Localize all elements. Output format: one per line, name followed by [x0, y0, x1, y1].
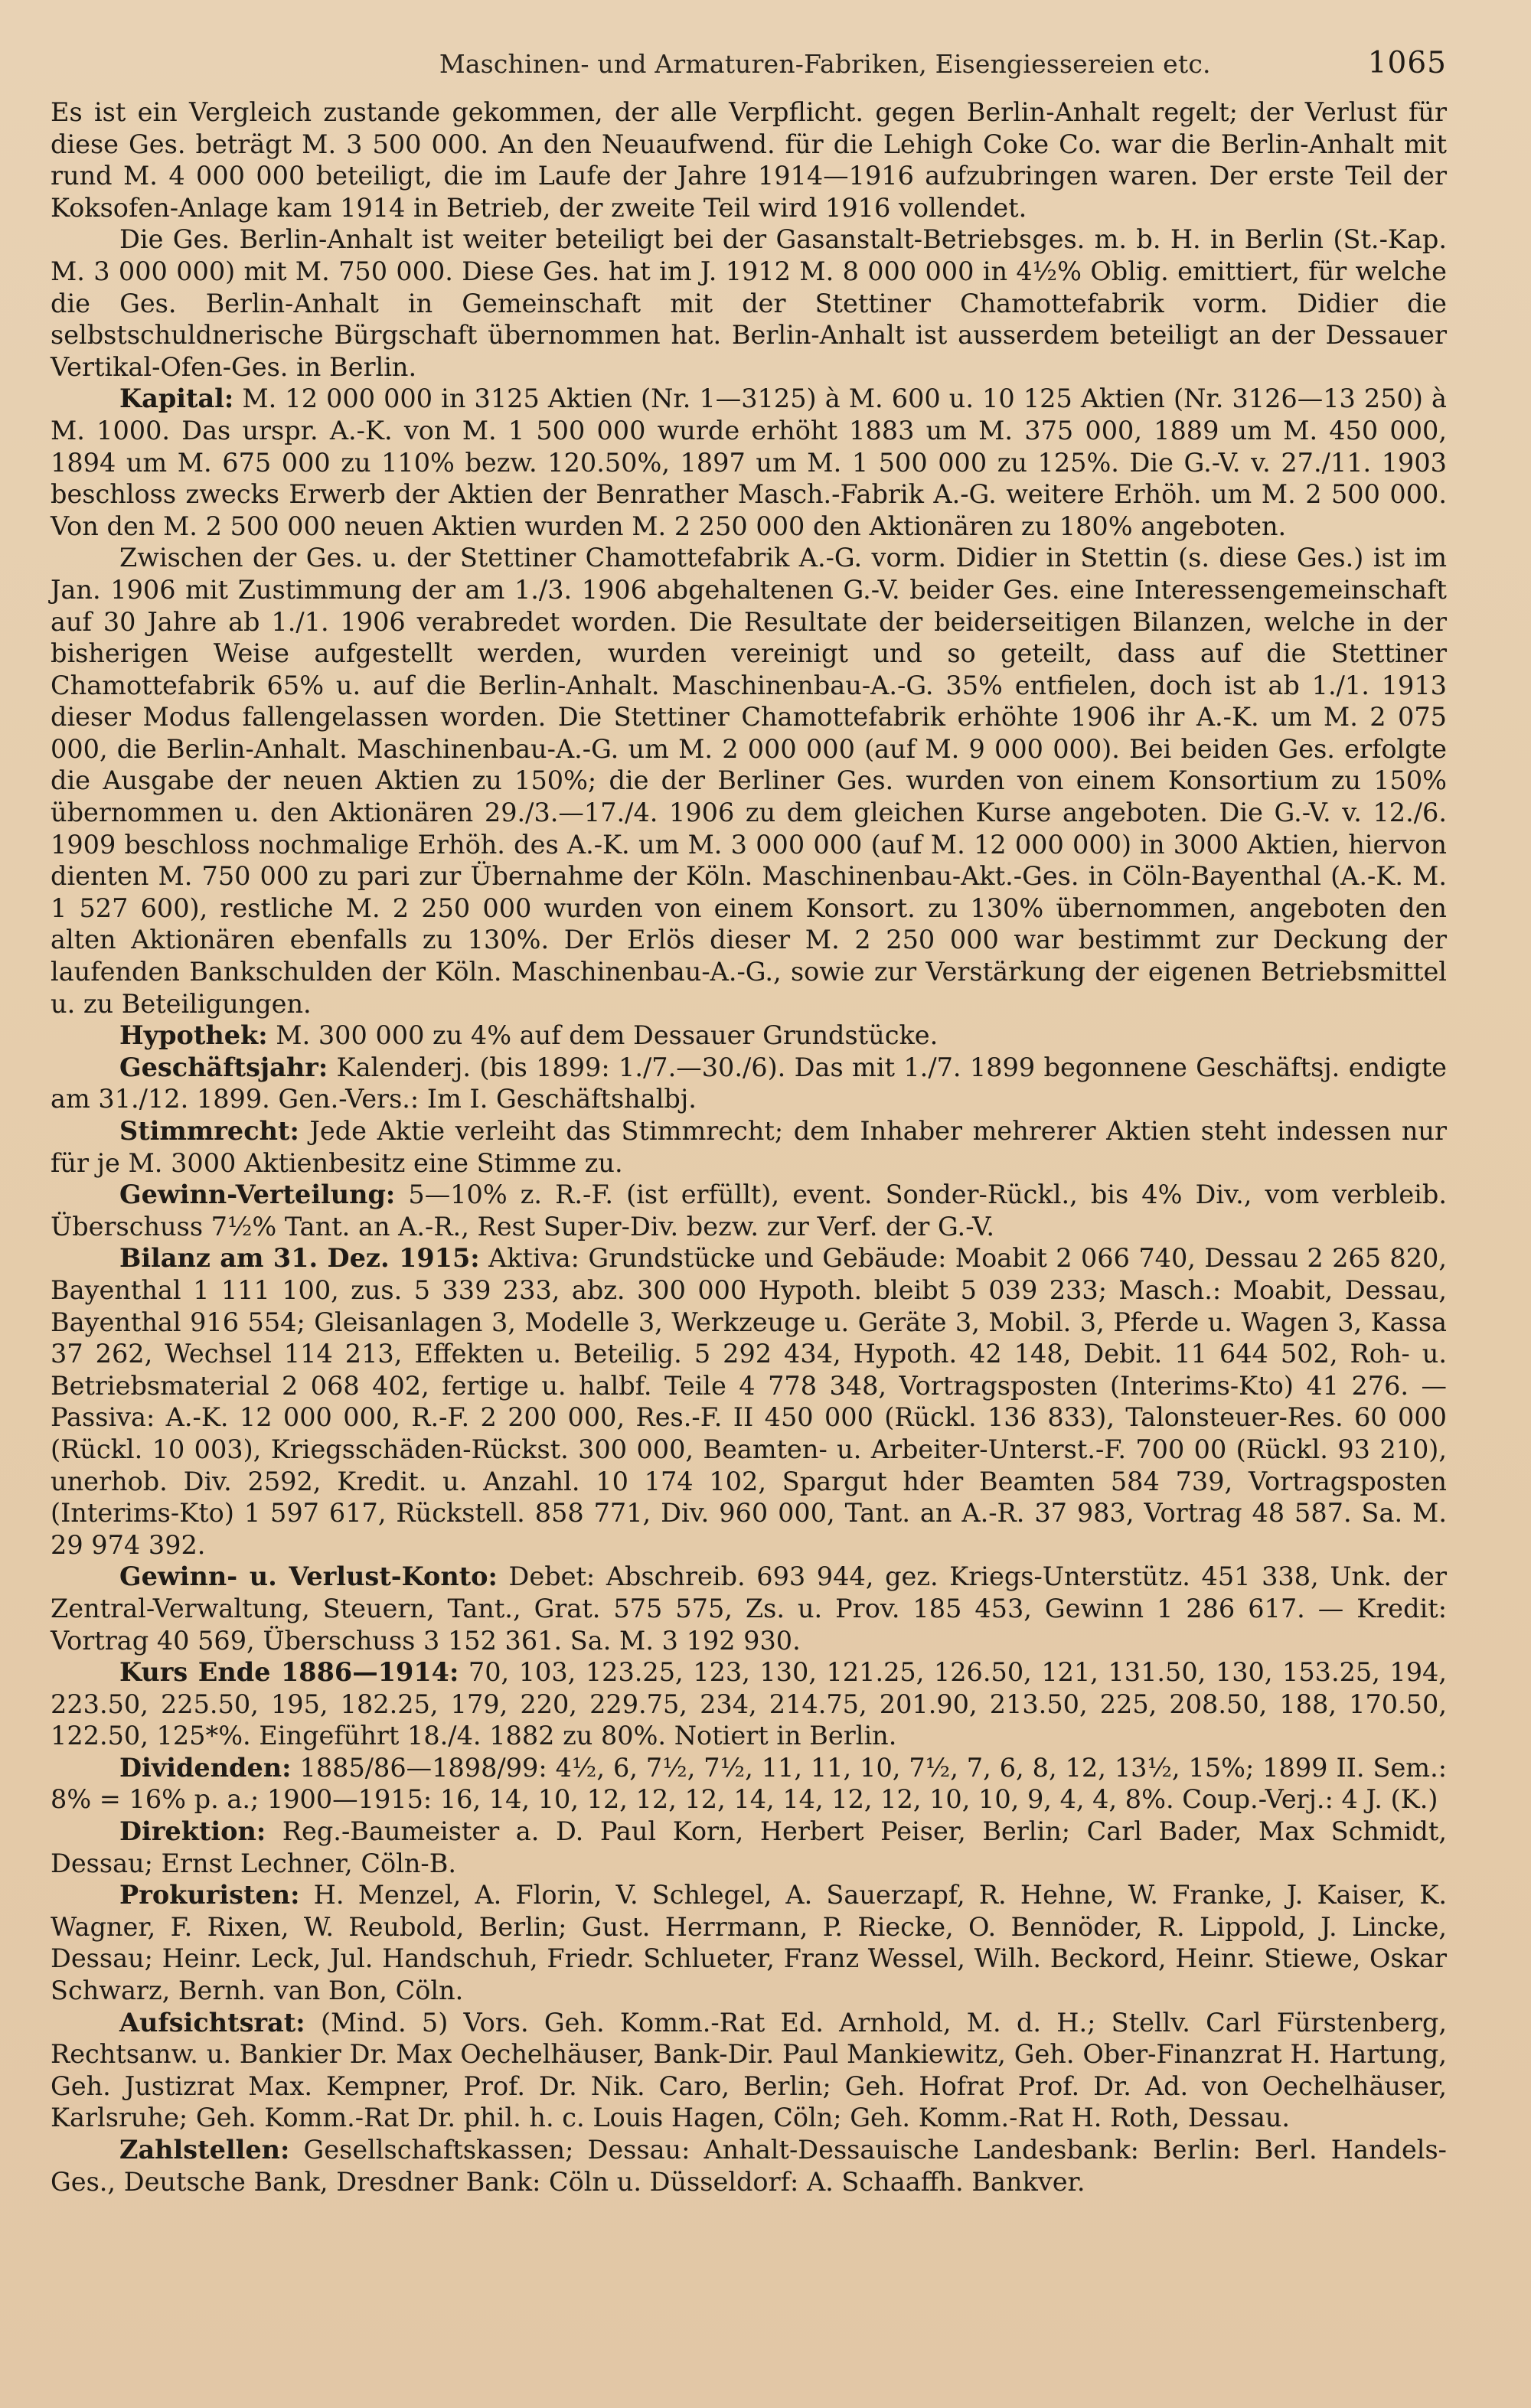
paragraph-text: H. Menzel, A. Florin, V. Schlegel, A. Sauerzapf, R. Hehne, W. Franke, J. Kaiser, K. Wagner, F. Rixen, W. Reubold, Berlin; Gust. Herrmann, P. Riecke, O. Bennöder, R. Lippold, J. Lincke, Dessau; Heinr. Leck, Jul. Handschuh, Friedr. Schlueter, Franz Wessel, Wilh. Beckord, Heinr. Stiewe, Oskar Schwarz, Bernh. van Bon, Cöln. [51, 1880, 1447, 2006]
paragraph-text: Gesellschaftskassen; Dessau: Anhalt-Dessauische Landesbank: Berlin: Berl. Handels-Ges., Deutsche Bank, Dresdner Bank: Cöln u. Düsseldorf: A. Schaaffh. Bankver. [51, 2135, 1447, 2197]
section-label: Geschäftsjahr: [119, 1052, 328, 1082]
paragraph-text: 1885/86—1898/99: 4½, 6, 7½, 7½, 11, 11, 10, 7½, 7, 6, 8, 12, 13½, 15%; 1899 II. Sem.: 8% = 16% p. a.; 1900—1915: 16, 14, 10, 12, 12, 12, 14, 14, 12, 12, 10, 10, 9, 4, 4, 8%. Coup.-Verj.: 4 J. (K.) [51, 1752, 1447, 1815]
paragraph-text: Reg.-Baumeister a. D. Paul Korn, Herbert Peiser, Berlin; Carl Bader, Max Schmidt, Dessau; Ernst Lechner, Cöln-B. [51, 1816, 1447, 1878]
paragraph-aufsichtsrat [51, 2007, 1447, 2134]
paragraph-text: Zwischen der Ges. u. der Stettiner Chamottefabrik A.-G. vorm. Didier in Stettin (s. diese Ges.) ist im Jan. 1906 mit Zustimmung der am 1./3. 1906 abgehaltenen G.-V. beider Ges. eine Interessengemeinschaft auf 30 Jahre ab 1./1. 1906 verabredet worden. Die Resultate der beiderseitigen Bilanzen, welche in der bisherigen Weise aufgestellt werden, wurden vereinigt und so geteilt, dass auf die Stettiner Chamottefabrik 65% u. auf die Berlin-Anhalt. Maschinenbau-A.-G. 35% entfielen, doch ist ab 1./1. 1913 dieser Modus fallengelassen worden. Die Stettiner Chamottefabrik erhöhte 1906 ihr A.-K. um M. 2 075 000, die Berlin-Anhalt. Maschinenbau-A.-G. um M. 2 000 000 (auf M. 9 000 000). Bei beiden Ges. erfolgte die Ausgabe der neuen Aktien zu 150%; die der Berliner Ges. wurden von einem Konsortium zu 150% übernommen u. den Aktionären 29./3.—17./4. 1906 zu dem gleichen Kurse angeboten. Die G.-V. v. 12./6. 1909 beschloss nochmalige Erhöh. des A.-K. um M. 3 000 000 (auf M. 12 000 000) in 3000 Aktien, hiervon dienten M. 750 000 zu pari zur Übernahme der Köln. Maschinenbau-Akt.-Ges. in Cöln-Bayenthal (A.-K. M. 1 527 600), restliche M. 2 250 000 wurden von einem Konsort. zu 130% übernommen, angeboten den alten Aktionären ebenfalls zu 130%. Der Erlös dieser M. 2 250 000 war bestimmt zur Deckung der laufenden Bankschulden der Köln. Maschinenbau-A.-G., sowie zur Verstärkung der eigenen Betriebsmittel u. zu Beteiligungen. [51, 543, 1447, 1019]
section-label: Gewinn-Verteilung: [119, 1180, 396, 1210]
paragraph-text: M. 12 000 000 in 3125 Aktien (Nr. 1—3125) à M. 600 u. 10 125 Aktien (Nr. 3126—13 250) à M. 1000. Das urspr. A.-K. von M. 1 500 000 wurde erhöht 1883 um M. 375 000, 1889 um M. 450 000, 1894 um M. 675 000 zu 110% bezw. 120.50%, 1897 um M. 1 500 000 zu 125%. Die G.-V. v. 27./11. 1903 beschloss zwecks Erwerb der Aktien der Benrather Masch.-Fabrik A.-G. weitere Erhöh. um M. 2 500 000. Von den M. 2 500 000 neuen Aktien wurden M. 2 250 000 den Aktionären zu 180% angeboten. [51, 383, 1447, 541]
section-label: Gewinn- u. Verlust-Konto: [119, 1561, 498, 1592]
paragraph-text: Kalenderj. (bis 1899: 1./7.—30./6). Das mit 1./7. 1899 begonnene Geschäftsj. endigte am 31./12. 1899. Gen.-Vers.: Im I. Geschäftshalbj. [51, 1052, 1447, 1114]
section-label: Kurs Ende 1886—1914: [119, 1657, 459, 1688]
section-label: Bilanz am 31. Dez. 1915: [119, 1243, 480, 1274]
running-title: Maschinen- und Armaturen-Fabriken, Eisengiessereien etc. [439, 49, 1211, 79]
paragraph-hypothek [51, 1020, 1447, 1052]
section-label: Kapital: [119, 383, 234, 414]
paragraph-kapital [51, 383, 1447, 542]
section-label: Stimmrecht: [119, 1116, 299, 1146]
paragraph-intro [51, 96, 1447, 224]
paragraph-text: (Mind. 5) Vors. Geh. Komm.-Rat Ed. Arnhold, M. d. H.; Stellv. Carl Fürstenberg, Rechtsanw. u. Bankier Dr. Max Oechelhäuser, Bank-Dir. Paul Mankiewitz, Geh. Ober-Finanzrat H. Hartung, Geh. Justizrat Max. Kempner, Prof. Dr. Nik. Caro, Berlin; Geh. Hofrat Prof. Dr. Ad. von Oechelhäuser, Karlsruhe; Geh. Komm.-Rat Dr. phil. h. c. Louis Hagen, Cöln; Geh. Komm.-Rat H. Roth, Dessau. [51, 2007, 1448, 2133]
section-label: Aufsichtsrat: [119, 2007, 305, 2038]
page-number: 1065 [1367, 46, 1447, 80]
paragraph-bilanz [51, 1242, 1447, 1561]
section-label: Direktion: [119, 1816, 266, 1847]
page-header [51, 46, 1447, 83]
paragraph-prokuristen [51, 1879, 1447, 2006]
section-label: Dividenden: [119, 1752, 292, 1783]
paragraph-text: Jede Aktie verleiht das Stimmrecht; dem Inhaber mehrerer Aktien steht indessen nur für je M. 3000 Aktienbesitz eine Stimme zu. [51, 1116, 1447, 1178]
paragraph-gewinn-verteilung [51, 1179, 1447, 1242]
paragraph-stimmrecht [51, 1115, 1447, 1179]
section-label: Zahlstellen: [119, 2135, 290, 2165]
section-label: Prokuristen: [119, 1880, 300, 1910]
page-body [51, 96, 1447, 2198]
paragraph-text: Es ist ein Vergleich zustande gekommen, der alle Verpflicht. gegen Berlin-Anhalt regelt; der Verlust für diese Ges. beträgt M. 3 500 000. An den Neuaufwend. für die Lehigh Coke Co. war die Berlin-Anhalt mit rund M. 4 000 000 beteiligt, die im Laufe der Jahre 1914—1916 aufzubringen waren. Der erste Teil der Koksofen-Anlage kam 1914 in Betrieb, der zweite Teil wird 1916 vollendet. [51, 97, 1447, 223]
section-label: Hypothek: [119, 1020, 268, 1051]
paragraph-gasanstalt [51, 224, 1447, 383]
paragraph-text: Die Ges. Berlin-Anhalt ist weiter beteiligt bei der Gasanstalt-Betriebsges. m. b. H. in Berlin (St.-Kap. M. 3 000 000) mit M. 750 000. Diese Ges. hat im J. 1912 M. 8 000 000 in 4½% Oblig. emittiert, für welche die Ges. Berlin-Anhalt in Gemeinschaft mit der Stettiner Chamottefabrik vorm. Didier die selbstschuldnerische Bürgschaft übernommen hat. Berlin-Anhalt ist ausserdem beteiligt an der Dessauer Vertikal-Ofen-Ges. in Berlin. [51, 224, 1447, 382]
paragraph-text: M. 300 000 zu 4% auf dem Dessauer Grundstücke. [276, 1020, 939, 1051]
paragraph-text: 70, 103, 123.25, 123, 130, 121.25, 126.50, 121, 131.50, 130, 153.25, 194, 223.50, 225.50, 195, 182.25, 179, 220, 229.75, 234, 214.75, 201.90, 213.50, 225, 208.50, 188, 170.50, 122.50, 125*%. Eingeführt 18./4. 1882 zu 80%. Notiert in Berlin. [51, 1657, 1448, 1751]
paragraph-text: Aktiva: Grundstücke und Gebäude: Moabit 2 066 740, Dessau 2 265 820, Bayenthal 1 111 100, zus. 5 339 233, abz. 300 000 Hypoth. bleibt 5 039 233; Masch.: Moabit, Dessau, Bayenthal 916 554; Gleisanlagen 3, Modelle 3, Werkzeuge u. Geräte 3, Mobil. 3, Pferde u. Wagen 3, Kassa 37 262, Wechsel 114 213, Effekten u. Beteilig. 5 292 434, Hypoth. 42 148, Debit. 11 644 502, Roh- u. Betriebsmaterial 2 068 402, fertige u. halbf. Teile 4 778 348, Vortragsposten (Interims-Kto) 41 276. — Passiva: A.-K. 12 000 000, R.-F. 2 200 000, Res.-F. II 450 000 (Rückl. 136 833), Talonsteuer-Res. 60 000 (Rückl. 10 003), Kriegsschäden-Rückst. 300 000, Beamten- u. Arbeiter-Unterst.-F. 700 00 (Rückl. 93 210), unerhob. Div. 2592, Kredit. u. Anzahl. 10 174 102, Spargut hder Beamten 584 739, Vortragsposten (Interims-Kto) 1 597 617, Rückstell. 858 771, Div. 960 000, Tant. an A.-R. 37 983, Vortrag 48 587. Sa. M. 29 974 392. [51, 1243, 1448, 1560]
paragraph-kurs [51, 1656, 1447, 1752]
paragraph-text: Debet: Abschreib. 693 944, gez. Kriegs-Unterstütz. 451 338, Unk. der Zentral-Verwaltung, Steuern, Tant., Grat. 575 575, Zs. u. Prov. 185 453, Gewinn 1 286 617. — Kredit: Vortrag 40 569, Überschuss 3 152 361. Sa. M. 3 192 930. [51, 1561, 1447, 1656]
paragraph-interessengemeinschaft [51, 542, 1447, 1020]
paragraph-text: 5—10% z. R.-F. (ist erfüllt), event. Sonder-Rückl., bis 4% Div., vom verbleib. Überschuss 7½% Tant. an A.-R., Rest Super-Div. bezw. zur Verf. der G.-V. [51, 1180, 1447, 1242]
paragraph-dividenden [51, 1752, 1447, 1816]
paragraph-geschaeftsjahr [51, 1052, 1447, 1115]
paragraph-zahlstellen [51, 2134, 1447, 2198]
paragraph-direktion [51, 1816, 1447, 1879]
paragraph-gewinn-verlust [51, 1561, 1447, 1656]
